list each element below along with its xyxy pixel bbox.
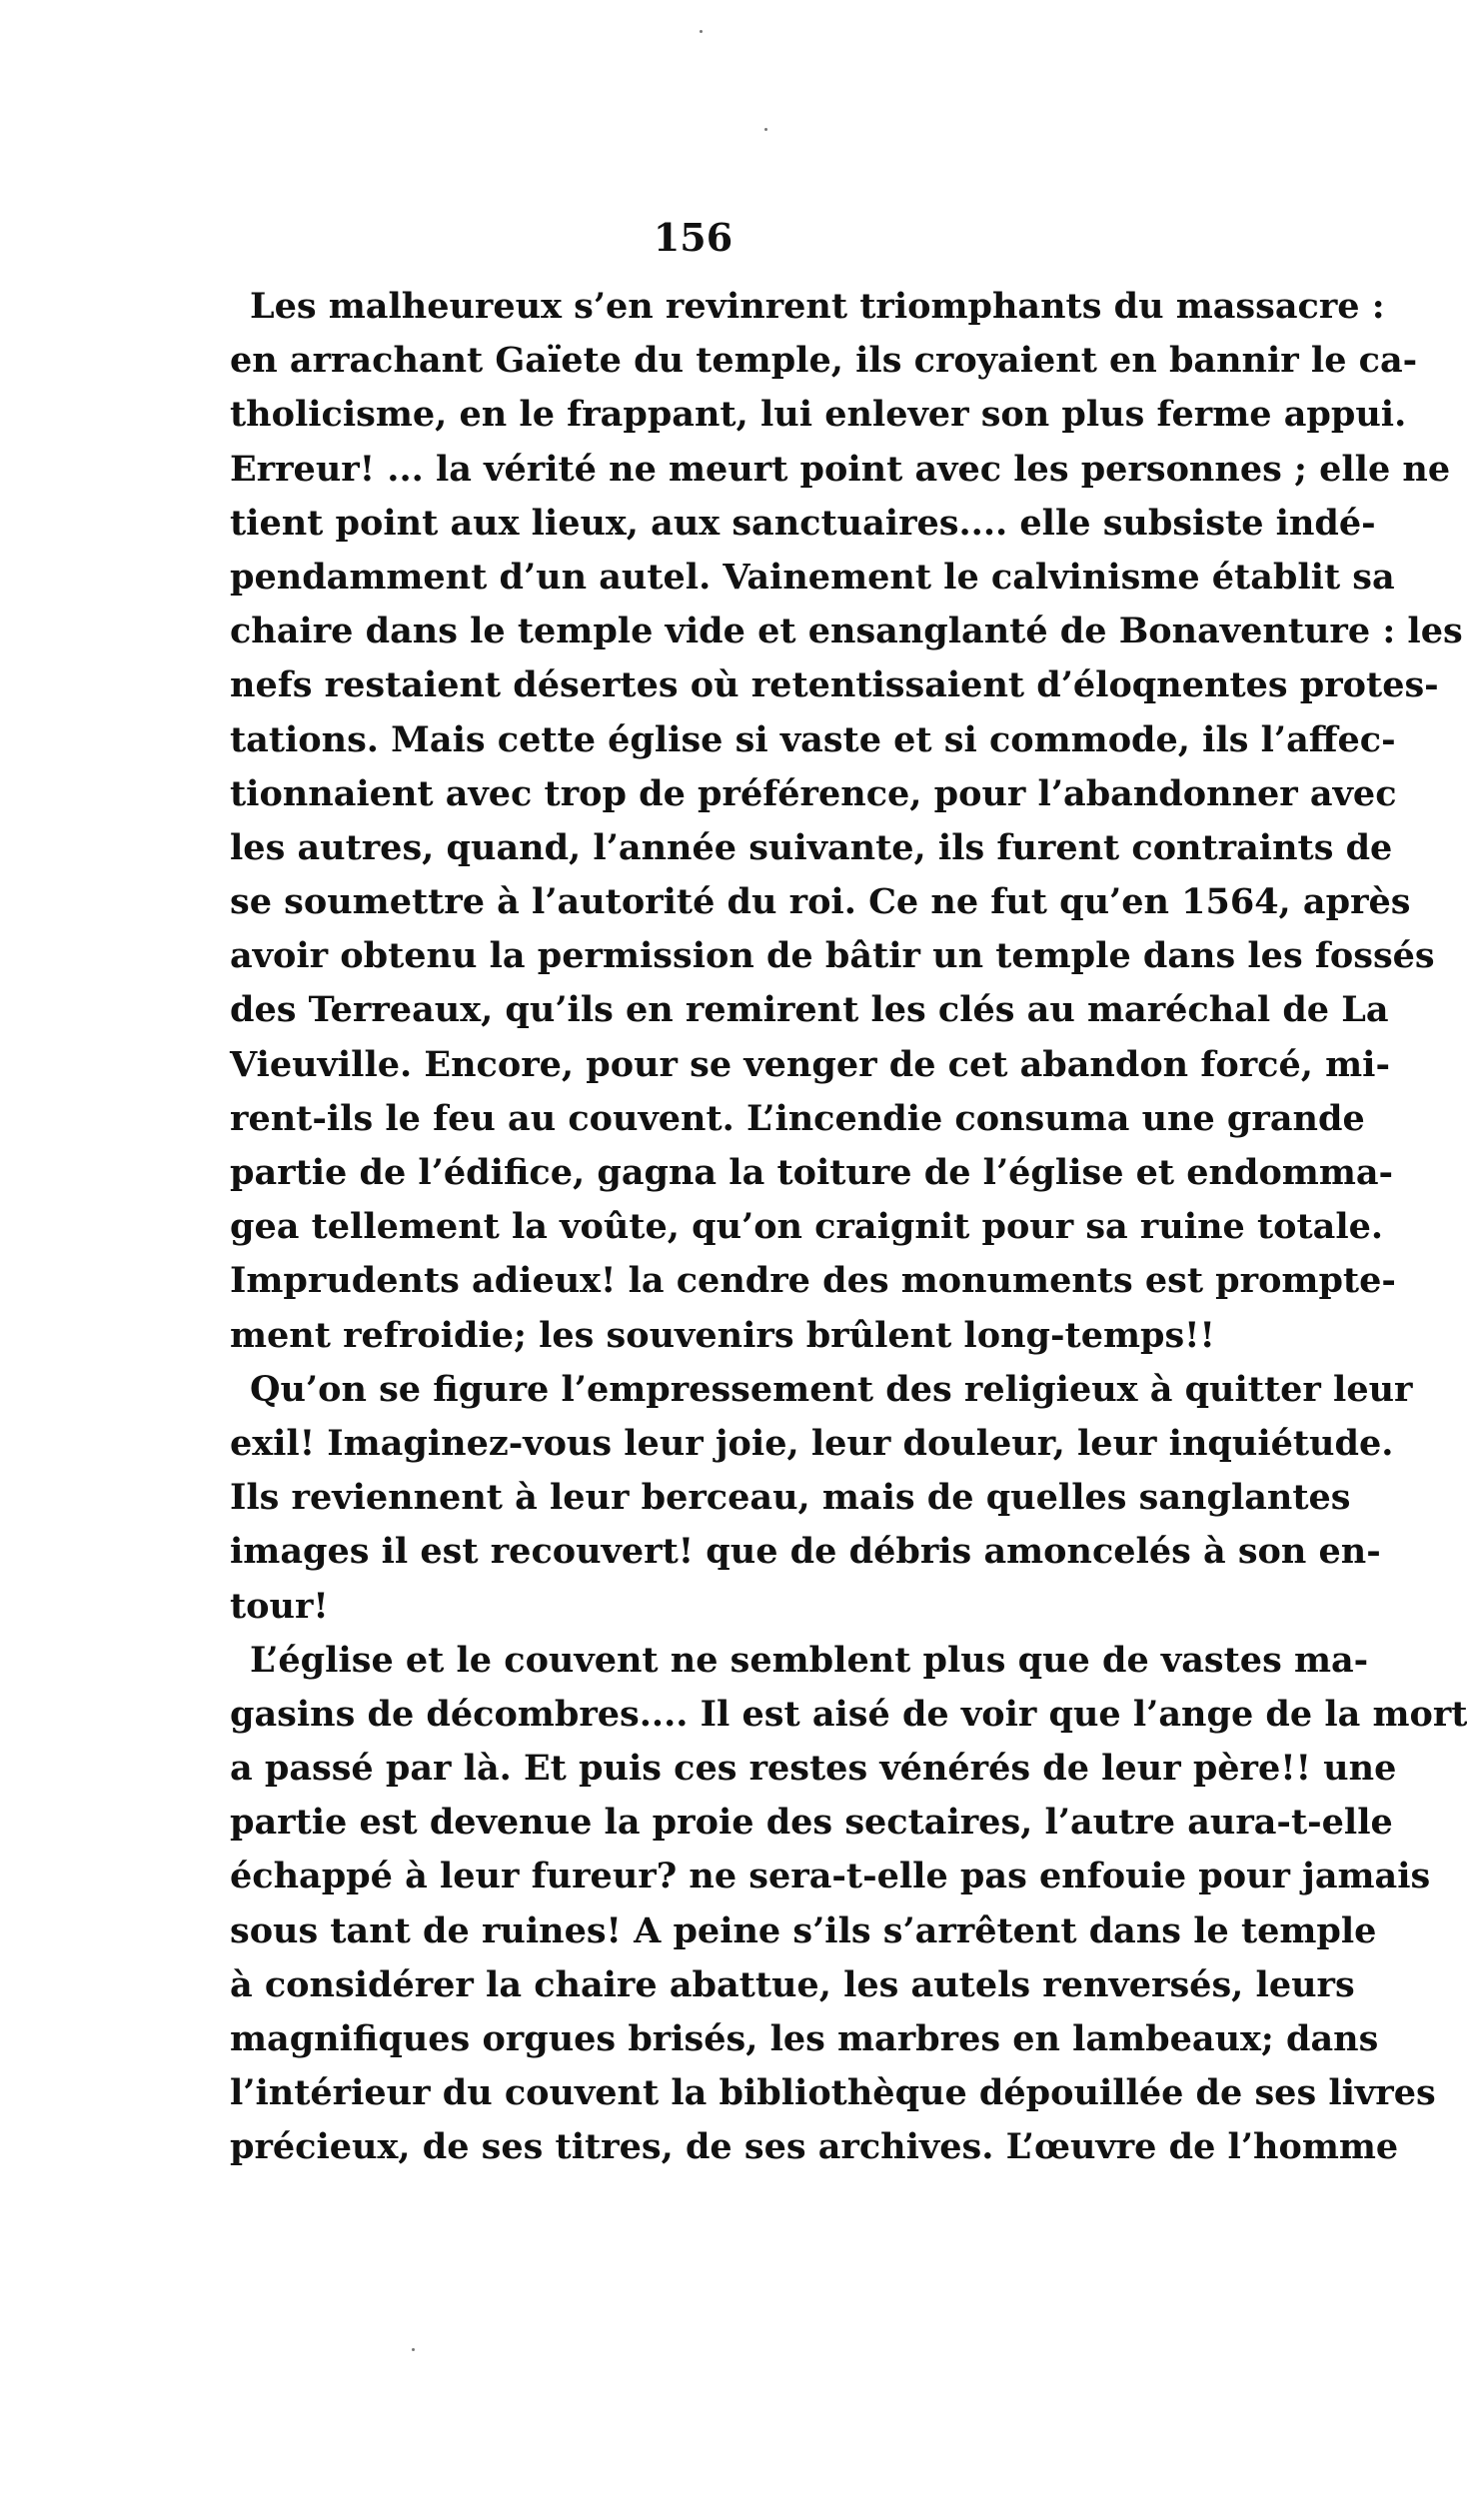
text-line: Ils reviennent à leur berceau, mais de quelles sanglantes [230,1477,1351,1519]
text-line: se soumettre à l’autorité du roi. Ce ne fut qu’en 1564, après [230,881,1411,923]
text-line: les autres, quand, l’année suivante, ils furent contraints de [230,826,1393,868]
text-line: tient point aux lieux, aux sanctuaires.... elle subsiste indé- [230,502,1376,544]
paper-speck [700,30,703,33]
text-line: sous tant de ruines! A peine s’ils s’arrêtent dans le temple [230,1909,1377,1951]
text-line: Les malheureux s’en revinrent triomphants du massacre : [250,286,1385,327]
paper-speck [412,2348,415,2351]
text-line: images il est recouvert! que de débris amoncelés à son en- [230,1531,1381,1573]
text-line: Qu’on se figure l’empressement des religieux à quitter leur [250,1368,1413,1410]
text-line: nefs restaient désertes où retentissaient d’éloqnentes protes- [230,664,1439,706]
text-line: tations. Mais cette église si vaste et si commode, ils l’affec- [230,718,1396,760]
text-line: pendamment d’un autel. Vainement le calvinisme établit sa [230,556,1395,598]
text-line: Vieuville. Encore, pour se venger de cet abandon forcé, mi- [230,1043,1390,1085]
text-line: Imprudents adieux! la cendre des monuments est prompte- [230,1260,1396,1302]
text-line: précieux, de ses titres, de ses archives. L’œuvre de l’homme [230,2126,1399,2168]
text-line: L’église et le couvent ne semblent plus que de vastes ma- [250,1639,1369,1681]
page-number: 156 [653,215,734,260]
text-line: magnifiques orgues brisés, les marbres en lambeaux; dans [230,2018,1379,2059]
text-line: a passé par là. Et puis ces restes vénérés de leur père!! une [230,1748,1397,1790]
text-line: Erreur! ... la vérité ne meurt point avec les personnes ; elle ne [230,448,1451,490]
text-line: chaire dans le temple vide et ensanglanté de Bonaventure : les [230,611,1463,652]
paper-speck [764,128,767,131]
text-line: rent-ils le feu au couvent. L’incendie consuma une grande [230,1097,1365,1139]
text-line: à considérer la chaire abattue, les autels renversés, leurs [230,1963,1355,2005]
text-line: partie de l’édifice, gagna la toiture de l’église et endomma- [230,1152,1394,1193]
body-text [230,280,1467,2175]
text-line: échappé à leur fureur? ne sera-t-elle pas enfouie pour jamais [230,1856,1431,1897]
text-line: avoir obtenu la permission de bâtir un temple dans les fossés [230,935,1435,977]
text-line: gasins de décombres.... Il est aisé de voir que l’ange de la mort [230,1693,1467,1735]
text-line: des Terreaux, qu’ils en remirent les clés au maréchal de La [230,989,1389,1031]
text-line: tionnaient avec trop de préférence, pour l’abandonner avec [230,772,1397,814]
text-line: gea tellement la voûte, qu’on craignit pour sa ruine totale. [230,1206,1384,1248]
text-line: partie est devenue la proie des sectaires, l’autre aura-t-elle [230,1802,1393,1844]
text-line: l’intérieur du couvent la bibliothèque dépouillée de ses livres [230,2072,1436,2114]
text-line: tholicisme, en le frappant, lui enlever son plus ferme appui. [230,394,1407,436]
text-line: exil! Imaginez-vous leur joie, leur douleur, leur inquiétude. [230,1422,1394,1464]
text-line: tour! [230,1585,329,1627]
text-line: en arrachant Gaïete du temple, ils croyaient en bannir le ca- [230,340,1418,382]
text-line: ment refroidie; les souvenirs brûlent long-temps!! [230,1314,1215,1356]
